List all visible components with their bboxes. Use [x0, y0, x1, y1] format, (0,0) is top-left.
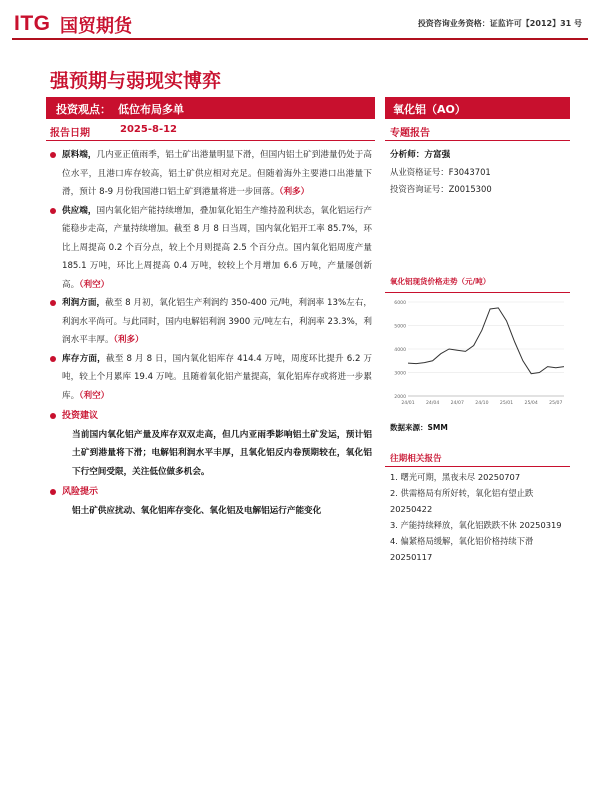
risk-heading	[50, 483, 372, 502]
x-tick-label: 24/04	[426, 401, 440, 406]
point-profit	[50, 294, 372, 350]
past-reports-divider	[385, 466, 570, 467]
advice-title: 投资建议	[62, 411, 99, 421]
license2-label: 投资咨询证号：	[390, 184, 449, 194]
past-reports-title: 往期相关报告	[390, 454, 442, 464]
advice-heading	[50, 407, 372, 426]
point-key: 原料端，	[62, 150, 97, 160]
report-type: 专题报告	[390, 128, 430, 139]
x-tick-label: 25/01	[499, 401, 514, 406]
report-title: 强预期与弱现实博弈	[50, 70, 222, 92]
point-supply	[50, 202, 372, 295]
point-text: 截至 8 月 8 日，国内氧化铝库存 414.4 万吨，周度环比提升 6.2 万吨，较上个月累库 19.4 万吨。且随着氧化铝产量提高，氧化铝库存或将进一步累库。	[62, 353, 372, 401]
y-tick-label: 6000	[394, 301, 406, 306]
point-key: 库存方面，	[62, 353, 106, 364]
bullet-icon	[50, 356, 56, 362]
y-tick-label: 4000	[394, 348, 406, 353]
license-consulting	[390, 183, 492, 195]
advice-text: 当前国内氧化铝产量及库存双双走高，但几内亚雨季影响铝土矿发运，预计铝土矿到港量将下滑；电解铝利润水平丰厚，且氧化铝反内卷预期较在，氧化铝下行空间受限，关注低位做多机会。	[72, 429, 372, 477]
license-qualification	[390, 166, 491, 178]
point-inventory	[50, 350, 372, 406]
bullet-icon	[50, 300, 56, 306]
license1-value: F3043701	[448, 167, 491, 177]
x-tick-label: 25/04	[524, 401, 538, 406]
x-tick-label: 24/10	[475, 401, 489, 406]
price-chart	[388, 296, 568, 414]
bullet-icon	[50, 208, 56, 214]
analyst-label: 分析师：	[390, 150, 425, 160]
left-body	[50, 146, 372, 520]
bullet-icon	[50, 489, 56, 495]
bullet-icon	[50, 413, 56, 419]
analyst-name: 方富强	[424, 150, 451, 160]
header-divider	[12, 38, 588, 40]
product-name: 氧化铝（AO）	[393, 103, 466, 116]
point-raw-material	[50, 146, 372, 202]
logo-company-name: 国贸期货	[60, 16, 132, 37]
past-report-item[interactable]: 1. 曙光可期，黑夜未尽 20250707	[390, 472, 521, 482]
point-tag: （利空）	[79, 390, 110, 401]
license1-label: 从业资格证号：	[390, 167, 449, 177]
report-type-divider	[385, 140, 570, 141]
point-tag: （利空）	[79, 279, 110, 290]
past-report-item[interactable]: 3. 产能持续释放，氧化铝跌跌不休 20250319	[390, 520, 562, 530]
point-text: 截至 8 月初，氧化铝生产利润约 350-400 元/吨，利润率 13%左右，利润水平尚可。与此同时，国内电解铝利润 3900 元/吨左右，利润率 23.3%，利润水平丰厚。	[62, 298, 372, 345]
x-tick-label: 24/07	[450, 401, 464, 406]
view-summary: 低位布局多单	[118, 103, 184, 116]
point-key: 供应端，	[62, 205, 97, 216]
point-text: 几内亚正值雨季，铝土矿出港量明显下滑，但国内铝土矿到港量仍处于高位水平，且港口库存较高，铝土矿供应相对充足。但随着海外主要港口出港量下滑，预计 8-9 月份我国港口铝土矿到港量将进一步回落。	[62, 150, 372, 197]
point-key: 利润方面，	[62, 298, 106, 308]
point-text: 国内氧化铝产能持续增加，叠加氧化铝生产维持盈利状态，氧化铝运行产能稳步走高，产量持续增加。截至 8 月 8 日当周，国内氧化铝开工率 85.7%，环比上周提高 0.2 个百分点，较上个月则提高 2.5 个百分点。国内氧化铝周度产量 185.1 万吨，环比上周提高 0.4 万吨，较较上个月增加 6.6 万吨，产量屡创新高。	[62, 205, 372, 290]
risk-text: 铝土矿供应扰动、氧化铝库存变化、氧化铝及电解铝运行产能变化	[72, 505, 322, 516]
past-report-item[interactable]: 2. 供需格局有所好转，氧化铝有望止跌 20250422	[390, 488, 534, 514]
point-tag: （利多）	[113, 335, 144, 345]
risk-title: 风险提示	[62, 487, 99, 497]
point-tag: （利多）	[279, 187, 310, 197]
date-divider	[46, 140, 375, 141]
y-tick-label: 3000	[394, 371, 406, 377]
bullet-icon	[50, 152, 56, 158]
view-label: 投资观点：	[56, 103, 111, 116]
past-reports-list	[390, 469, 568, 565]
x-tick-label: 25/07	[549, 401, 563, 406]
past-report-item[interactable]: 4. 偏紧格局缓解，氧化铝价格持续下滑 20250117	[390, 536, 534, 562]
report-date-label: 报告日期	[50, 128, 90, 139]
x-tick-label: 24/01	[401, 401, 415, 406]
license-info: 投资咨询业务资格：证监许可【2012】31 号	[417, 19, 582, 28]
series-line	[408, 308, 564, 374]
y-tick-label: 2000	[394, 395, 406, 400]
chart-title: 氧化铝现货价格走势（元/吨）	[390, 277, 491, 286]
logo-itg: ITG	[14, 12, 51, 35]
chart-divider	[385, 292, 570, 293]
license2-value: Z0015300	[448, 184, 492, 194]
analyst	[390, 148, 450, 160]
report-date-value: 2025-8-12	[120, 124, 178, 135]
data-source: 数据来源：SMM	[390, 423, 448, 432]
y-tick-label: 5000	[394, 324, 406, 330]
